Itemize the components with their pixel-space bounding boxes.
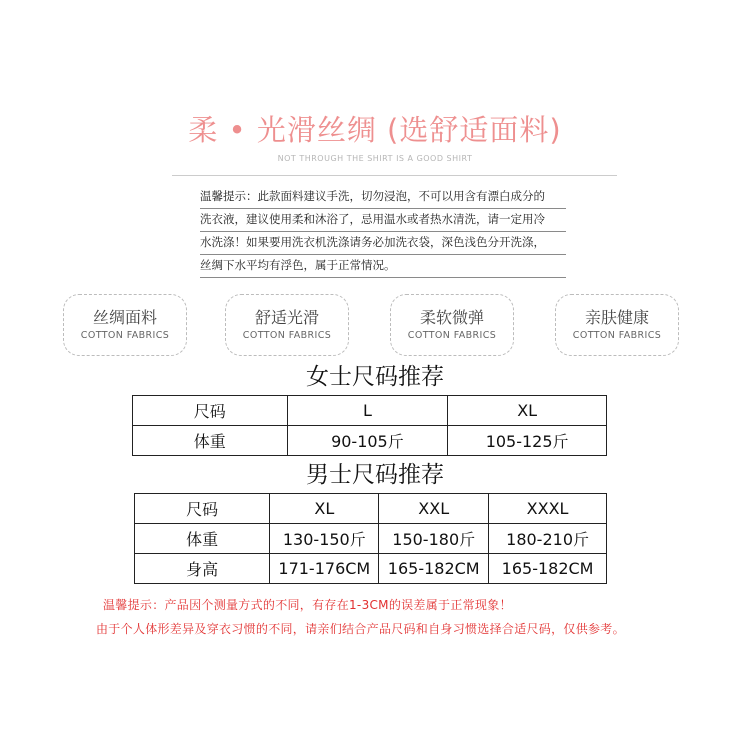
table-row — [135, 524, 607, 554]
table-cell: 身高 — [135, 554, 270, 584]
table-cell: XXXL — [489, 494, 607, 524]
badge-title: 丝绸面料 — [92, 308, 157, 327]
title-divider — [172, 175, 617, 176]
table-cell: 体重 — [135, 524, 270, 554]
notice-line: 丝绸下水平均有浮色，属于正常情况。 — [200, 255, 566, 278]
care-notice — [200, 186, 566, 278]
table-cell: 105-125斤 — [448, 426, 607, 456]
men-size-table — [134, 493, 607, 584]
women-size-title: 女士尺码推荐 — [306, 364, 444, 390]
badge-subtitle: COTTON FABRICS — [80, 330, 170, 341]
table-row — [133, 426, 607, 456]
badge-title: 柔软微弹 — [419, 308, 484, 327]
table-cell: 180-210斤 — [489, 524, 607, 554]
table-cell: 90-105斤 — [287, 426, 448, 456]
table-cell: 165-182CM — [489, 554, 607, 584]
notice-line: 洗衣液，建议使用柔和沐浴了，忌用温水或者热水清洗，请一定用冷 — [200, 209, 566, 232]
badge-subtitle: COTTON FABRICS — [572, 330, 662, 341]
table-cell: 165-182CM — [379, 554, 489, 584]
fit-advice: 由于个人体形差异及穿衣习惯的不同，请亲们结合产品尺码和自身习惯选择合适尺码，仅供参考。 — [96, 622, 625, 636]
measurement-warning: 温馨提示：产品因个测量方式的不同，有存在1-3CM的误差属于正常现象！ — [103, 598, 512, 612]
table-cell: 尺码 — [135, 494, 270, 524]
table-cell: XL — [270, 494, 379, 524]
table-row — [135, 494, 607, 524]
table-cell: L — [287, 396, 448, 426]
table-cell: 171-176CM — [270, 554, 379, 584]
men-size-title: 男士尺码推荐 — [306, 462, 444, 488]
table-cell: XXL — [379, 494, 489, 524]
table-cell: 尺码 — [133, 396, 288, 426]
feature-badge-silk — [63, 294, 187, 356]
notice-line: 温馨提示：此款面料建议手洗，切勿浸泡，不可以用含有漂白成分的 — [200, 186, 566, 209]
table-cell: 130-150斤 — [270, 524, 379, 554]
badge-title: 舒适光滑 — [254, 308, 319, 327]
table-row — [135, 554, 607, 584]
page-subtitle: NOT THROUGH THE SHIRT IS A GOOD SHIRT — [277, 154, 473, 163]
badge-title: 亲肤健康 — [584, 308, 649, 327]
feature-badge-soft — [390, 294, 514, 356]
badge-subtitle: COTTON FABRICS — [407, 330, 497, 341]
table-cell: 体重 — [133, 426, 288, 456]
page-title: 柔 • 光滑丝绸 (选舒适面料) — [188, 113, 562, 147]
feature-badge-smooth — [225, 294, 349, 356]
badge-subtitle: COTTON FABRICS — [242, 330, 332, 341]
table-cell: 150-180斤 — [379, 524, 489, 554]
feature-badge-skin — [555, 294, 679, 356]
women-size-table — [132, 395, 607, 456]
table-cell: XL — [448, 396, 607, 426]
table-row — [133, 396, 607, 426]
notice-line: 水洗涤！如果要用洗衣机洗涤请务必加洗衣袋，深色浅色分开洗涤， — [200, 232, 566, 255]
